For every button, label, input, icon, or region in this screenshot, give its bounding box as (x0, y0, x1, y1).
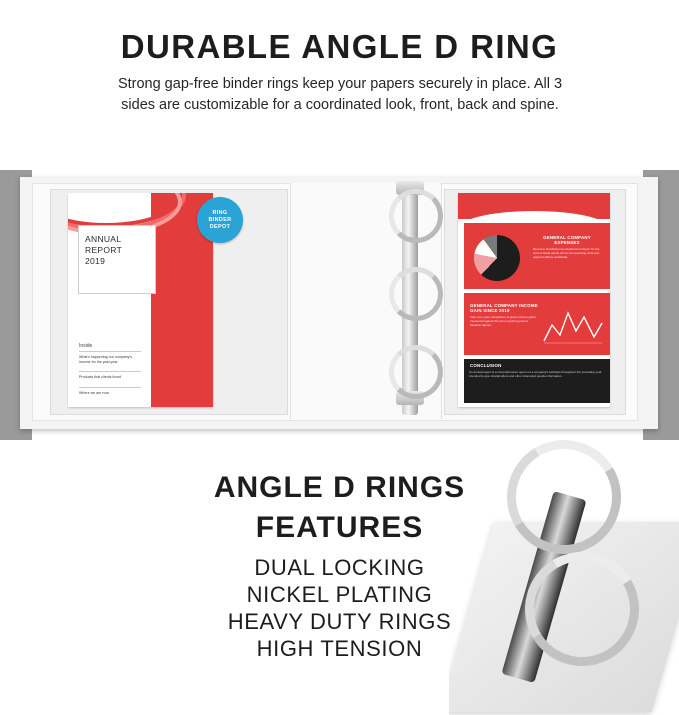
cover-title-line1: ANNUAL (85, 234, 122, 244)
cover-item-0: What's happening our company's income for the past year (79, 355, 132, 364)
infographic-header-band (458, 193, 610, 219)
cover-inside-label: Inside (79, 343, 93, 349)
features-title-line1: ANGLE D RINGS (213, 471, 466, 504)
badge-line-2: BINDER (208, 216, 232, 223)
cover-divider-3 (79, 387, 141, 388)
feature-item-3: HIGH TENSION (256, 636, 423, 661)
income-card-body: Year over year comparison of gross income gains measured against the prior reporting period baseline figures. (470, 315, 536, 327)
page-subtitle: Strong gap-free binder rings keep your papers securely in place. All 3 sides are customizable for a coordinated look, front, back and spine. (117, 76, 563, 113)
cover-divider-2 (79, 371, 141, 372)
conclusion-card (464, 359, 610, 403)
expenses-card (464, 223, 610, 289)
pie-chart (474, 235, 520, 281)
cover-item-2: Where we are now (79, 391, 109, 395)
badge-line-1: RING (212, 209, 228, 216)
binder-ring-2 (389, 267, 443, 321)
annual-report-cover-insert (68, 193, 213, 407)
income-card (464, 293, 610, 355)
cover-title-box (78, 225, 156, 294)
badge-line-3: DEPOT (209, 223, 231, 230)
cover-item-1: Products that clients loved (79, 375, 121, 379)
conclusion-card-title: CONCLUSION (470, 363, 502, 368)
binder-product-photo (14, 175, 664, 435)
infographic-insert (458, 193, 610, 407)
cover-divider-1 (79, 351, 141, 352)
feature-item-2: HEAVY DUTY RINGS (227, 609, 452, 634)
features-title-line2: FEATURES (255, 511, 424, 544)
feature-item-1: NICKEL PLATING (246, 582, 433, 607)
feature-item-0: DUAL LOCKING (254, 555, 425, 580)
binder-ring-1 (389, 189, 443, 243)
income-card-title: GENERAL COMPANY INCOME GAIN SINCE 2019 (470, 303, 538, 313)
conclusion-card-body: An annual report is a comprehensive report on a company's activities throughout the preceding year intended to give shareholders and other interested people information. (469, 370, 602, 378)
ring-binder-depot-badge (197, 197, 243, 243)
binder-ring-3 (389, 345, 443, 399)
ring-closeup-photo (449, 440, 679, 715)
page-title: DURABLE ANGLE D RING (120, 28, 559, 65)
cover-title-line3: 2019 (85, 256, 106, 266)
cover-title-line2: REPORT (85, 245, 123, 255)
expenses-card-title: GENERAL COMPANY EXPENSES (543, 235, 591, 245)
expenses-card-body: Revenue breakdown by department shown for the current fiscal period across all operating units and regional offices worldwide. (533, 247, 600, 259)
line-chart (542, 305, 604, 345)
